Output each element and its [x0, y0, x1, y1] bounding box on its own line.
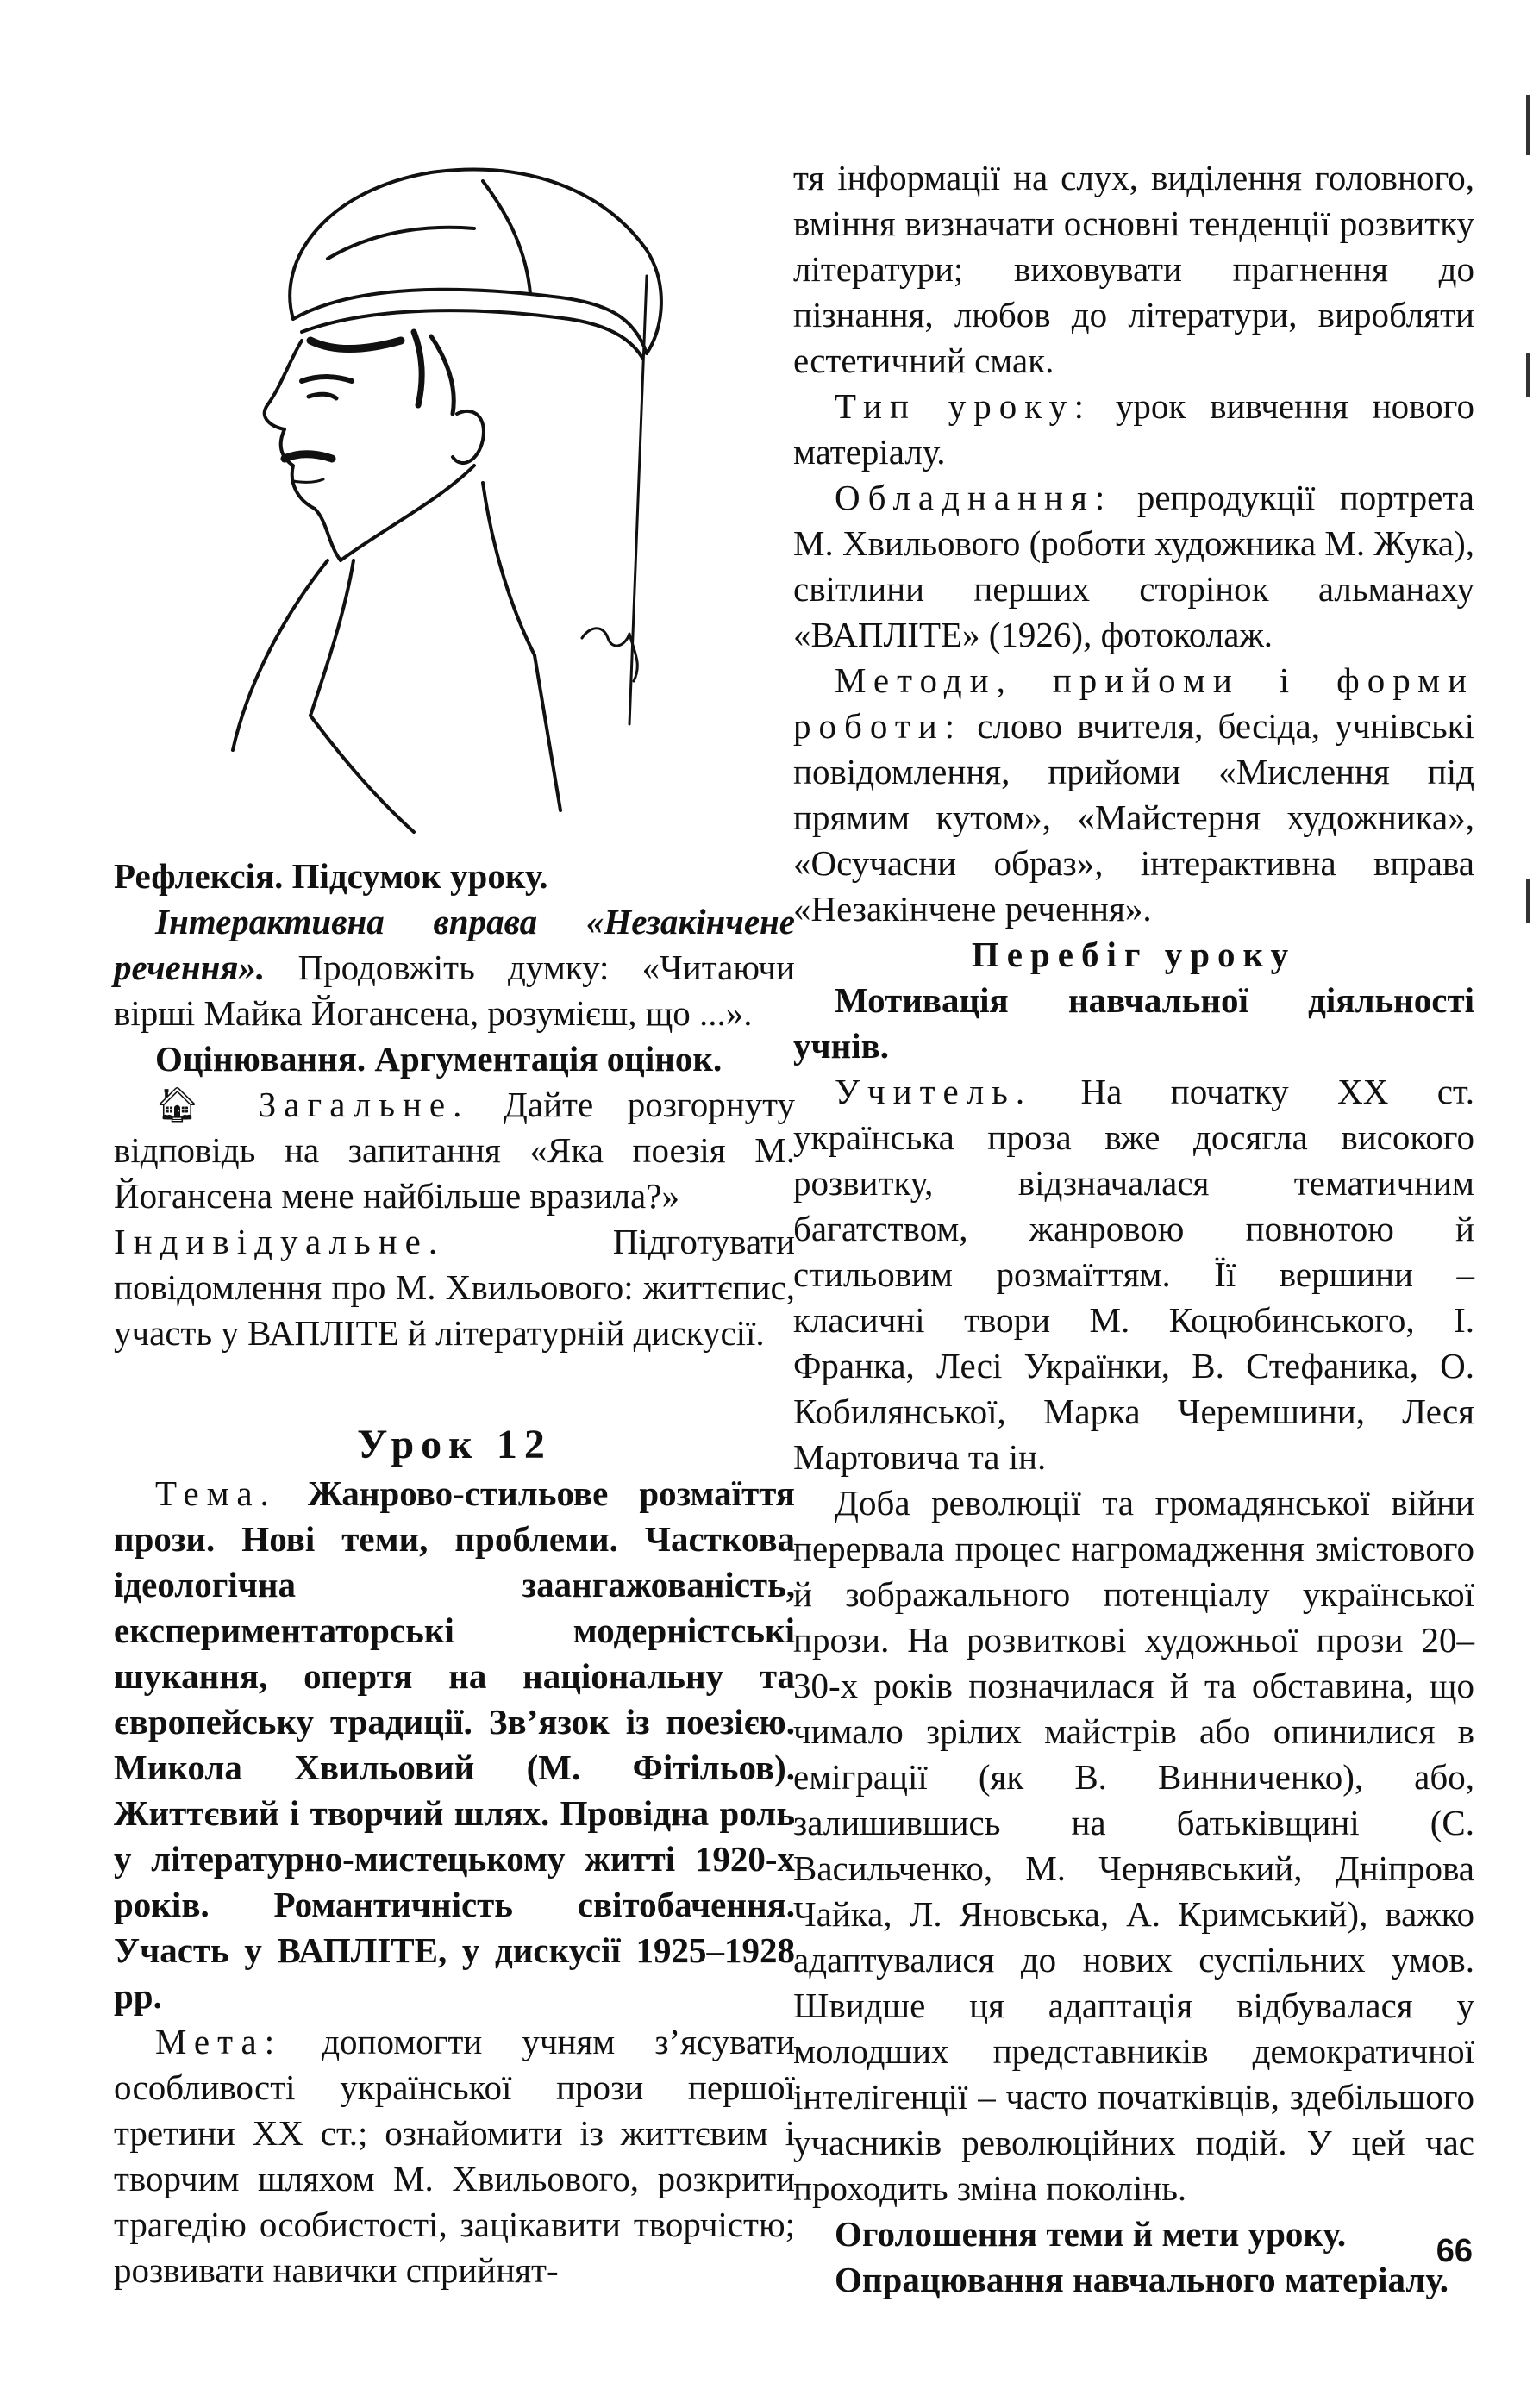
homework-general-label: Загальне.	[258, 1085, 470, 1124]
announcement-heading: Оголошення теми й мети уроку.	[835, 2214, 1347, 2254]
teacher-label: Учитель.	[835, 1072, 1033, 1111]
page-edge-mark	[1526, 95, 1530, 155]
goal-text: допомогти учням з’ясувати особливості української прози першої третини XX ст.; ознайомити із життєвим і творчим шляхом М. Хвильового, розкрити трагедію особистості, зацікавити творчістю; розвивати навички сприйнят-	[114, 2022, 795, 2290]
equipment-label: Обладнання:	[835, 478, 1113, 517]
equipment-text: репродукції портрета М. Хвильового (роботи художника М. Жука), світлини перших сторінок альманаху «ВАПЛІТЕ» (1926), фотоколаж.	[793, 478, 1474, 654]
evaluation-heading: Оцінювання. Аргументація оцінок.	[155, 1039, 723, 1079]
topic-text: Жанрово-стильове розмаїття прози. Нові теми, проблеми. Часткова ідеологічна заангажованість, експериментаторські модерністські шукання, опертя на національну та європейську традиції. Зв’язок із поезією. Микола Хвильовий (М. Фітільов). Життєвий і творчий шлях. Провідна роль у літературно-мистецькому житті 1920-х років. Романтичність світобачення. Участь у ВАПЛІТЕ, у дискусії 1925–1928 рр.	[114, 1473, 795, 2016]
course-heading: Перебіг уроку	[971, 935, 1297, 974]
type-paragraph	[793, 384, 1474, 475]
interactive-text: Продовжіть думку: «Читаючи вірші Майка Йогансена, розумієш, що ...».	[114, 948, 795, 1033]
interactive-label: Інтерактивна вправа «Незакінчене речення».	[114, 902, 795, 987]
teacher-text: На початку XX ст. українська проза вже досягла високого розвитку, відзначалася тематичним багатством, жанровою повнотою й стильовим розмаїттям. Її вершини – класичні твори М. Коцюбинського, І. Франка, Лесі Українки, В. Стефаника, О. Кобилянської, Марка Черемшини, Леся Мартовича та ін.	[793, 1072, 1474, 1477]
page-number: 66	[1436, 2233, 1473, 2269]
topic-label: Тема.	[155, 1473, 277, 1513]
interactive-paragraph	[114, 899, 795, 1036]
reflection-heading: Рефлексія. Підсумок уроку.	[114, 856, 548, 896]
right-column	[793, 155, 1474, 2303]
page-edge-mark	[1526, 879, 1530, 923]
methods-label: Методи, прийоми і форми роботи:	[793, 660, 1474, 746]
material-heading: Опрацювання навчального матеріалу.	[835, 2260, 1449, 2299]
motivation-heading: Мотивація навчальної діяльності учнів.	[793, 980, 1474, 1066]
homework-individual	[114, 1219, 795, 1356]
goal-paragraph	[114, 2019, 795, 2293]
homework-general-text: Дайте розгорнуту відповідь на запитання «Яка поезія М. Йогансена мене найбільше вразила?»	[114, 1085, 796, 1216]
methods-paragraph	[793, 658, 1474, 932]
revolution-paragraph: Доба революції та громадянської війни перервала процес нагромадження змістового й зображального потенціалу української прози. На розвиткові художньої прози 20–30-х років позначилася й та обставина, що чимало зрілих майстрів або опинилися в еміграції (як В. Винниченко), або, залишившись на батьківщині (С. Васильченко, М. Чернявський, Дніпрова Чайка, Л. Яновська, А. Кримський), важко адаптувалися до нових суспільних умов. Швидше ця адаптація відбувалася у молодших представників демократичної інтелігенції – часто початківців, здебільшого учасників революційних подій. У цей час проходить зміна поколінь.	[793, 1483, 1474, 2208]
equipment-paragraph	[793, 475, 1474, 658]
lesson-title: Урок 12	[357, 1422, 552, 1467]
homework-individual-label: Індивідуальне.	[114, 1222, 446, 1261]
goal-label: Мета:	[155, 2022, 283, 2061]
page-edge-mark	[1526, 353, 1530, 397]
teacher-paragraph	[793, 1069, 1474, 1480]
homework-general	[114, 1082, 795, 1219]
topic-paragraph	[114, 1471, 795, 2019]
type-text: урок вивчення нового матеріалу.	[793, 386, 1474, 472]
type-label: Тип уроку:	[835, 386, 1092, 426]
homework-individual-text: Підготувати повідомлення про М. Хвильового: життєпис, участь у ВАПЛІТЕ й літературній дискусії.	[114, 1222, 795, 1353]
portrait-sketch	[198, 155, 750, 836]
left-column	[114, 854, 795, 2293]
goal-continuation: тя інформації на слух, виділення головного, вміння визначати основні тенденції розвитку літератури; виховувати прагнення до пізнання, любов до літератури, виробляти естетичний смак.	[793, 158, 1474, 380]
methods-text: слово вчителя, бесіда, учнівські повідомлення, прийоми «Мислення під прямим кутом», «Майстерня художника», «Осучасни образ», інтерактивна вправа «Незакінчене речення».	[793, 706, 1474, 929]
house-icon: 🏠︎	[155, 1085, 225, 1124]
